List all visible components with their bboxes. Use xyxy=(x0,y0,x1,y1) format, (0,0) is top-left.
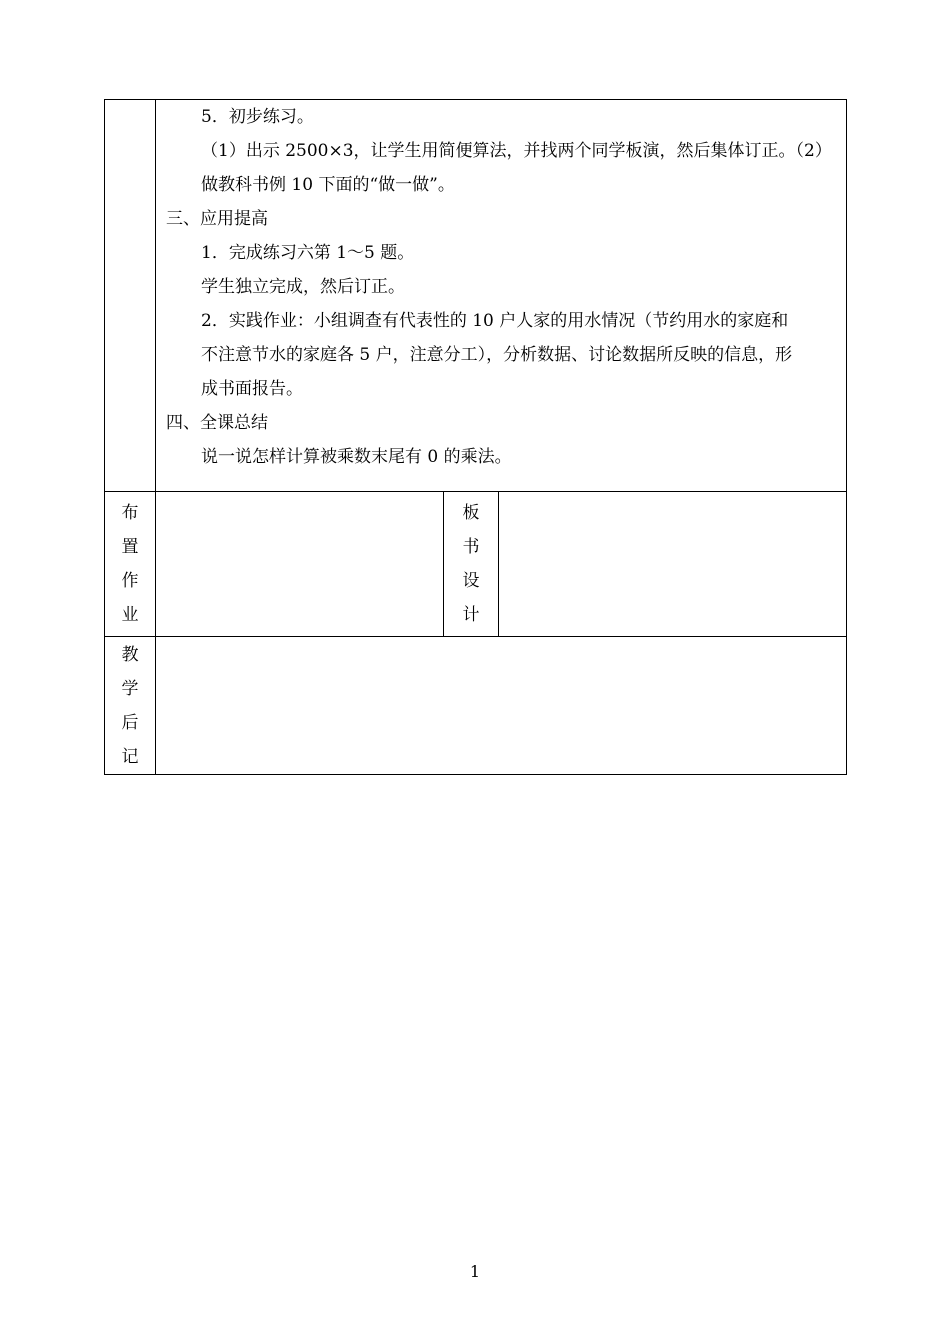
content-line: 成书面报告。 xyxy=(201,379,303,399)
label-char: 布 xyxy=(121,503,139,523)
content-line: 1．完成练习六第 1～5 题。 xyxy=(201,243,415,263)
board-design-value-cell[interactable] xyxy=(499,492,847,637)
content-cell xyxy=(156,100,847,492)
section-heading: 四、全课总结 xyxy=(166,413,268,433)
content-line: 做教科书例 10 下面的“做一做”。 xyxy=(201,175,455,195)
content-line: 2．实践作业：小组调查有代表性的 10 户人家的用水情况（节约用水的家庭和 xyxy=(201,311,789,331)
content-line: 学生独立完成，然后订正。 xyxy=(201,277,405,297)
board-design-label xyxy=(444,492,499,637)
content-line: 不注意节水的家庭各 5 户，注意分工），分析数据、讨论数据所反映的信息，形 xyxy=(201,345,793,365)
homework-label xyxy=(105,492,156,637)
label-char: 板 xyxy=(462,503,480,523)
label-char: 计 xyxy=(462,605,480,625)
lesson-plan-table xyxy=(104,99,847,775)
label-char: 设 xyxy=(462,571,480,591)
label-char: 置 xyxy=(121,537,139,557)
content-line: 说一说怎样计算被乘数末尾有 0 的乘法。 xyxy=(201,447,512,467)
homework-value-cell[interactable] xyxy=(156,492,444,637)
teaching-notes-row xyxy=(105,637,847,775)
teaching-notes-label xyxy=(105,637,156,775)
label-char: 教 xyxy=(121,645,139,665)
homework-row xyxy=(105,492,847,637)
label-char: 学 xyxy=(121,679,139,699)
label-char: 作 xyxy=(121,571,139,591)
content-line: （1）出示 2500×3，让学生用简便算法，并找两个同学板演，然后集体订正。（2） xyxy=(201,141,832,161)
section-heading: 三、应用提高 xyxy=(166,209,268,229)
content-line: 5．初步练习。 xyxy=(201,107,314,127)
content-text xyxy=(156,100,846,482)
content-row xyxy=(105,100,847,492)
teaching-notes-value-cell[interactable] xyxy=(156,637,847,775)
label-char: 后 xyxy=(121,713,139,733)
label-char: 记 xyxy=(121,747,139,767)
page-number: 1 xyxy=(469,1262,481,1281)
content-label-cell xyxy=(105,100,156,492)
label-char: 书 xyxy=(462,537,480,557)
label-char: 业 xyxy=(121,605,139,625)
